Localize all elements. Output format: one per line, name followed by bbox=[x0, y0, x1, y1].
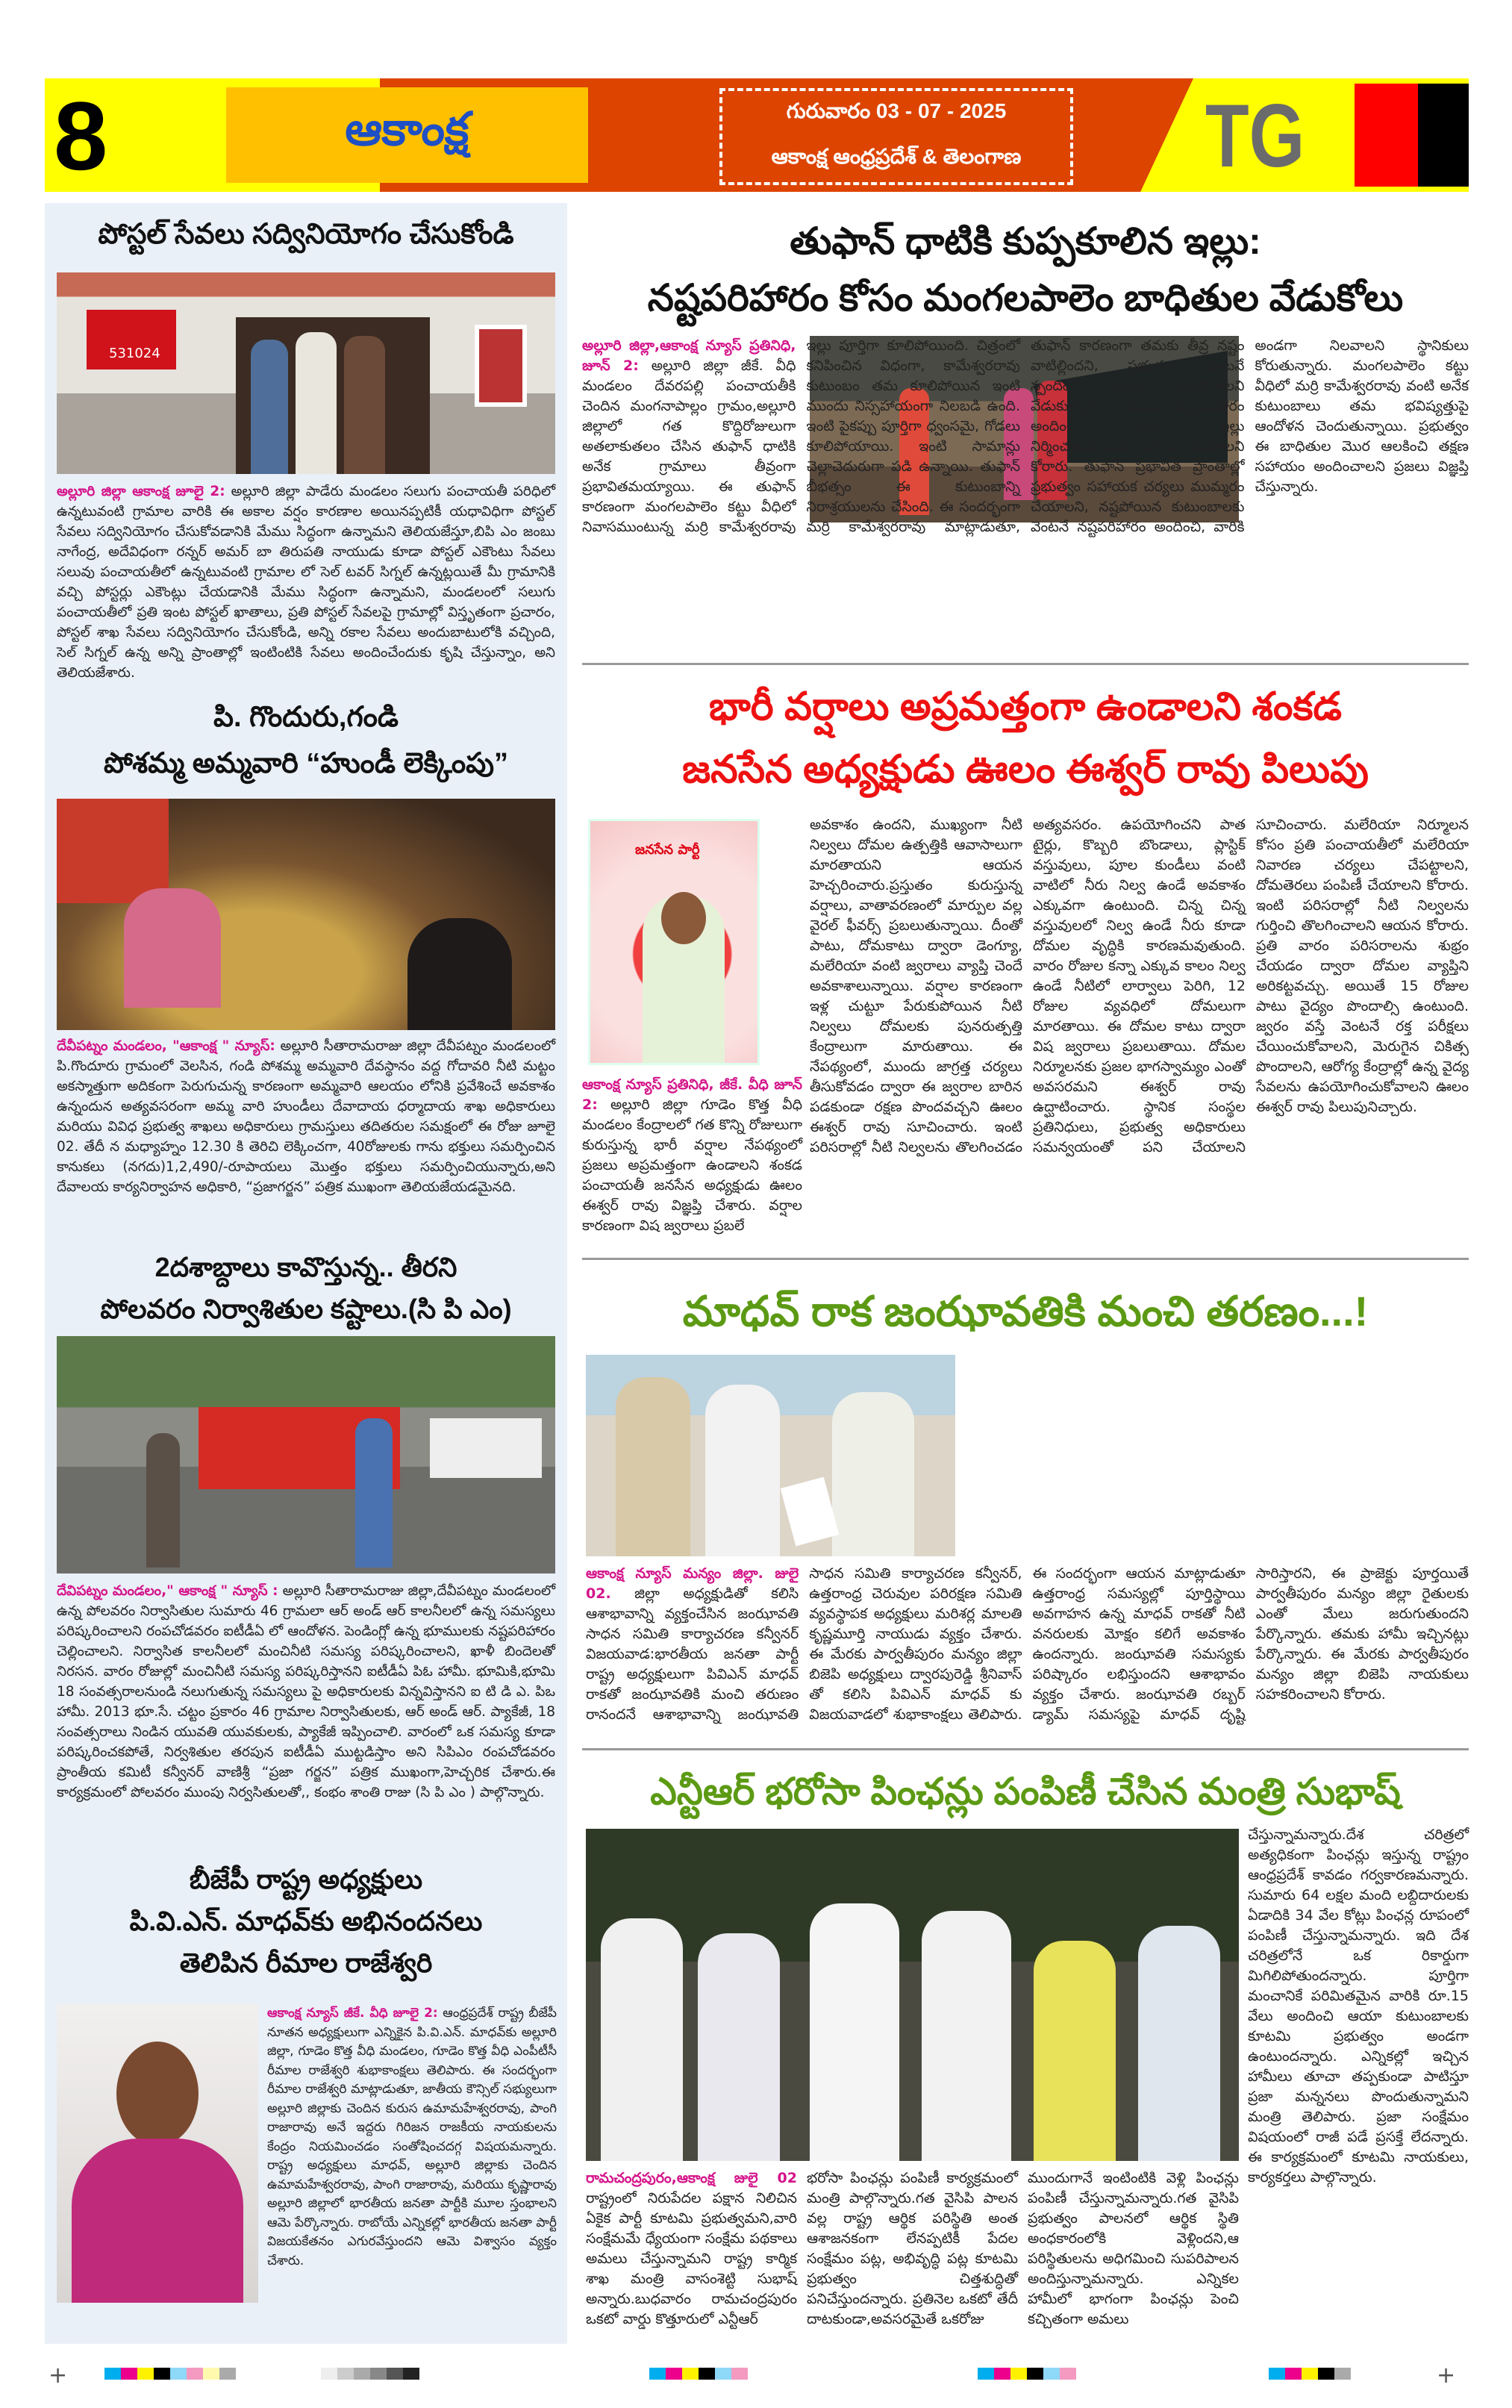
person bbox=[407, 918, 512, 1030]
ntr-body-column bbox=[1248, 1825, 1469, 2348]
post-office-sign: 531024 bbox=[87, 310, 176, 369]
color-block bbox=[1355, 84, 1469, 187]
bjp-headline bbox=[45, 1859, 567, 1984]
headline-line: పోశమ్మ అమ్మవారి “హుండీ లెక్కింపు” bbox=[103, 748, 509, 779]
window bbox=[475, 325, 527, 407]
dateline: ఆకాంక్ష న్యూస్ మన్యం జిల్లా. జులై 02. bbox=[586, 1565, 799, 1602]
person bbox=[832, 1392, 914, 1556]
madhav-meeting-photo bbox=[586, 1355, 955, 1556]
person bbox=[616, 1377, 690, 1556]
janasena-headline bbox=[582, 676, 1469, 801]
memorandum-paper bbox=[781, 1477, 840, 1547]
person bbox=[146, 1433, 180, 1568]
poster-title: జనసేన పార్టీ bbox=[635, 842, 700, 858]
ntr-body-column bbox=[586, 2168, 797, 2344]
divider bbox=[582, 663, 1469, 665]
body-text: అల్లూరి జిల్లా గూడెం కొత్త వీధి మండలం కేంద్రాలలో గత కొన్ని రోజులుగా కురుస్తున్న భారీ వర్షాల నేపథ్యంలో ప్రజలు అప్రమత్తంగా ఉండాలని శంకడ పంచాయతీ జనసేన అధ్యక్షుడు ఊలం ఈశ్వర్ రావు విజ్ఞప్తి చేశారు. వర్షాల కారణంగా విష జ్వరాలు ప్రబలే bbox=[582, 1097, 802, 1234]
region-code: TG bbox=[1205, 86, 1305, 186]
color-bar bbox=[649, 2368, 748, 2380]
headline-line: బీజేపీ రాష్ట్ర అధ్యక్షులు bbox=[189, 1864, 423, 1894]
divider bbox=[582, 1748, 1469, 1750]
person bbox=[601, 1918, 683, 2161]
body-text-continued: భరోసా పింఛన్లు పంపిణీ కార్యక్రమంలో మంత్రి పాల్గొన్నారు.గత వైసిపి పాలన వల్ల రాష్ట్ర ఆర్థిక పరిస్థితి అంత ఆశాజనకంగా లేనప్పటికీ పేదల సంక్షేమం పట్ల, అభివృద్ధి పట్ల కూటమి ప్రభుత్వం చిత్తశుద్ధితో పనిచేస్తుందన్నారు. ప్రతినెల ఒకటో తేదీ దాటకుండా,అవసరమైతే ఒకరోజు bbox=[807, 2170, 1018, 2327]
headline-line: పోలవరం నిర్వాశితుల కష్టాలు.(సి పి ఎం) bbox=[100, 1294, 512, 1324]
body-text-continued: చేస్తున్నామన్నారు.దేశ చరిత్రలో అత్యధికంగా పింఛన్లు ఇస్తున్న రాష్ట్రం ఆంధ్రప్రదేశ్ కావడం గర్వకారణమన్నారు. సుమారు 64 లక్షల మంది లబ్దిదారులకు ఏడాదికి 34 వేల కోట్లు పింఛన్ల రూపంలో పంపిణీ చేస్తున్నామన్నారు. ఇది దేశ చరిత్రలోనే ఒక రికార్డుగా మిగిలిపోతుందన్నారు. పూర్తిగా మంచానికే పరిమితమైన వారికి రూ.15 వేలు అందించి ఆయా కుటుంబాలకు కూటమి ప్రభుత్వం అండగా ఉంటుందన్నారు. ఎన్నికల్లో ఇచ్చిన హామీలు తూచా తప్పకుండా పాటిస్తూ ప్రజా మన్ననలు పొందుతున్నామని మంత్రి తెలిపారు. ప్రజా సంక్షేమం విషయంలో రాజీ పడే ప్రసక్తే లేదన్నారు. ఈ కార్యక్రమంలో కూటమి నాయకులు, కార్యకర్తలు పాల్గొన్నారు. bbox=[1248, 1827, 1469, 2186]
body-text: అల్లూరి జిల్లా జీకే. వీధి మండలం దేవరపల్లి పంచాయతీకి చెందిన మంగనాపాల్లం గ్రామం,అల్లూరి జిల్లాలో గత కొద్దిరోజులుగా అతలాకుతలం చేసిన తుఫాన్ ధాటికి అనేక గ్రామాలు తీవ్రంగా ప్రభావితమయ్యాయి. ఈ తుఫాన్ కారణంగా మంగలపాలెం కట్టు వీధిలో నివాసముంటున్న మర్రి కామేశ్వరరావు ఇల్లు పూర్తిగా కూలిపోయింది. చిత్రంలో కనిపించిన విధంగా, కామేశ్వరరావు కుటుంబం తమ కూలిపోయిన ఇంటి ముందు నిస్సహాయంగా నిలబడి ఉంది. ఇంటి పైకప్పు పూర్తిగా ధ్వంసమై, గోడలు కూలిపోయాయి. ఇంటి సామాన్లు చెల్లాచెదురుగా పడి ఉన్నాయి. తుఫాన్ బీభత్సం ఈ కుటుంబాన్ని నిరాశ్రయులను చేసింది. ఈ సందర్భంగా మర్రి కామేశ్వరరావు మాట్లాడుతూ, తుఫాన్ కారణంగా తమకు తీవ్ర నష్టం వాటిల్లిందని, ప్రభుత్వం వెంటనే స్పందించి తమను ఆదుకోవాలని వేడుకున్నారు. తమకు నష్టపరిహారం అందించి, తిరిగి ఇల్లు నిర్మించుకునేందుకు సహాయం చేయాలని కోరారు. తుఫాన్ ప్రభావిత ప్రాంతాల్లో ప్రభుత్వం సహాయక చర్యలు ముమ్మరం చేయాలని, నష్టపోయిన కుటుంబాలకు వెంటనే నష్టపరిహారం అందించి, వారికి అండగా నిలవాలని స్థానికులు కోరుతున్నారు. మంగలపాలెం కట్టు వీధిలో మర్రి కామేశ్వరరావు వంటి అనేక కుటుంబాలు తమ భవిష్యత్తుపై ఆందోళన చెందుతున్నాయి. ప్రభుత్వం ఈ బాధితుల మొర ఆలకించి తక్షణ సహాయం అందించాలని ప్రజలు విజ్ఞప్తి చేస్తున్నారు. bbox=[582, 337, 1469, 535]
body-text: అల్లూరి జిల్లా పాడేరు మండలం సలుగు పంచాయతీ పరిధిలో ఉన్నటువంటి గ్రామాల వారికి ఈ అకాల వర్షం కారణాల అయినప్పటికీ యధావిధిగా పోస్టల్ సేవలు సద్వినియోగం చేసుకోవడానికి మేము సిద్ధంగా ఉన్నామని తెలియజేస్తూ,బిపి ఎం జంబు నాగేంద్ర, అదేవిధంగా రన్నర్ అమర్ బా తిరుపతి నాయుడు కూడా పోస్టల్ ఎకౌంటు సేవలు సలువు పంచాయతీలో ఉన్నటువంటి గ్రామాల లో సెల్ టవర్ సిగ్నల్ ఉన్నట్లయితే మీ గ్రామానికి వచ్చి పోస్టర్లు ఎకౌంట్లు చేయడానికి మేము సిద్ధంగా ఉన్నామని, మండలంలో సలుగు పంచాయతీలో ప్రతి ఇంట పోస్టల్ ఖాతాలు, ప్రతి పోస్టల్ సేవలపై గ్రామాల్లో విస్తృతంగా ప్రచారం, పోస్టల్ శాఖ సేవలు సద్వినియోగం చేసుకోండి, అన్ని రకాల సేవలు అందుబాటులోకి వచ్చింది, సెల్ సిగ్నల్ ఉన్న అన్ని ప్రాంతాల్లో ఇంటింటికి సేవలు అందించేందుకు కృషి చేస్తున్నాం, అని తెలియజేశారు. bbox=[57, 484, 555, 681]
dateline: అల్లూరి జిల్లా,ఆకాంక్ష న్యూస్ ప్రతినిధి, జూన్ 2: bbox=[582, 337, 796, 374]
person bbox=[344, 336, 385, 474]
headline-line: పి. గొందురు,గండి bbox=[213, 702, 399, 733]
dateline: ఆకాంక్ష న్యూస్ జీకే. వీధి జూలై 2: bbox=[267, 2006, 438, 2021]
person bbox=[810, 1903, 899, 2161]
pension-distribution-photo bbox=[586, 1829, 1239, 2161]
color-bar bbox=[104, 2368, 236, 2380]
dateline: ఆకాంక్ష న్యూస్ ప్రతినిధి, జీకే. వీధి జూన్ 2: bbox=[582, 1076, 802, 1113]
person bbox=[251, 340, 288, 474]
person bbox=[1034, 1941, 1116, 2161]
hundi-headline bbox=[45, 694, 567, 787]
postal-headline: పోస్టల్ సేవలు సద్వినియోగం చేసుకోండి bbox=[98, 219, 514, 250]
color-bar bbox=[978, 2368, 1076, 2380]
headline-line: భారీ వర్షాలు అప్రమత్తంగా ఉండాలని శంకడ bbox=[708, 685, 1343, 729]
headline-line: తెలిపిన రీమాల రాజేశ్వరి bbox=[179, 1947, 433, 1978]
janasena-article-body bbox=[810, 815, 1469, 1241]
body-text: రాష్ట్రంలో నిరుపేదల పక్షాన నిలిచిన ఏకైక పార్టీ కూటమి ప్రభుత్వమని,వారి సంక్షేమమే ధ్యేయంగా సంక్షేమ పథకాలు అమలు చేస్తున్నామని రాష్ట్ర కార్మిక శాఖ మంత్రి వాసంశెట్టి సుభాష్ అన్నారు.బుధవారం రామచంద్రపురం ఒకటో వార్డు కొత్తూరులో ఎన్టీఆర్ bbox=[586, 2190, 797, 2327]
saree bbox=[72, 2139, 243, 2303]
face bbox=[661, 892, 706, 944]
logo-text: ఆకాంక్ష bbox=[343, 104, 472, 155]
postal-office-photo bbox=[57, 272, 555, 474]
date-box bbox=[719, 88, 1073, 185]
vehicle bbox=[430, 1418, 542, 1478]
person bbox=[124, 888, 221, 1008]
body-text-continued: ముందుగానే ఇంటింటికి వెళ్లి పింఛన్లు పంపిణీ చేస్తున్నామన్నారు.గత వైసిపి ప్రభుత్వం పాలనలో ఆర్థిక స్థితి అంధకారంలోకి వెళ్లిందని,ఆ పరిస్థితులను అధిగమించి సుపరిపాలన అందిస్తున్నామన్నారు. ఎన్నికల హామీలో భాగంగా పింఛన్లు పెంచి కచ్చితంగా అమలు bbox=[1028, 2170, 1239, 2327]
polavaram-article-body bbox=[57, 1581, 555, 1803]
typhoon-article-body bbox=[582, 336, 1469, 657]
dateline: అల్లూరి జిల్లా ఆకాంక్ష జూలై 2: bbox=[57, 484, 225, 499]
headline-line: తుఫాన్ ధాటికి కుప్పకూలిన ఇల్లు: bbox=[790, 220, 1261, 262]
postal-article-body bbox=[57, 481, 555, 683]
person bbox=[705, 1385, 780, 1556]
dateline: దేవిపట్నం మండలం," ఆకాంక్ష " న్యూస్ : bbox=[57, 1583, 278, 1599]
madhav-headline: మాధవ్ రాక జంఝావతికి మంచి తరణం...! bbox=[682, 1288, 1369, 1335]
headline-line: నష్టపరిహారం కోసం మంగలపాలెం బాధితుల వేడుకోలు bbox=[647, 277, 1404, 319]
date-line: గురువారం 03 - 07 - 2025 bbox=[786, 99, 1007, 122]
person bbox=[1138, 1926, 1220, 2161]
registration-cross-icon: + bbox=[49, 2362, 68, 2389]
person bbox=[296, 332, 337, 474]
headline-line: జనసేన అధ్యక్షుడు ఊలం ఈశ్వర్ రావు పిలుపు bbox=[682, 748, 1369, 791]
edition-line: ఆకాంక్ష ఆంధ్రప్రదేశ్ & తెలంగాణ bbox=[771, 145, 1022, 168]
body-text: అల్లూరి సీతారామరాజు జిల్లా దేవీపట్నం మండలంలో పి.గొందూరు గ్రామంలో వెలసిన, గండి పోశమ్మ అమ్మవారి దేవస్థానం వద్ద గోదావరి నీటి మట్టం అకస్మాత్తుగా అదికంగా పెరుగుచున్న కారణంగా అమ్మవారి ఆలయం లోనికి ప్రవేశించే అవకాశం ఉన్నందున అత్యవసరంగా అమ్మ వారి హుండీలు దేవాదాయ ధర్మాదాయ శాఖ అధికారులు మరియు వివిధ ప్రభుత్వ శాఖలు అధికారులు గ్రామస్తులు తదితరుల సమక్షంలో ఈ రోజు జూలై 02. తేదీ న మధ్యాహ్నం 12.30 కి తెరిచి లెక్కించగా, 40రోజులకు గాను భక్తులు సమర్పించిన కానుకలు (నగదు)1,2,490/-రూపాయలు మొత్తం భక్తులు సమర్పించియున్నారు,అని దేవాలయ కార్యనిర్వాహన అధికారి, “ప్రజాగర్జన” పత్రిక ముఖంగా తెలియజేయడమైనది. bbox=[57, 1038, 555, 1195]
janasena-article-lead bbox=[582, 1075, 802, 1236]
person bbox=[355, 1418, 393, 1568]
polavaram-headline bbox=[45, 1247, 567, 1330]
headline-line: 2దశాబ్దాలు కావొస్తున్న.. తీరని bbox=[154, 1252, 457, 1282]
gray-bar bbox=[321, 2368, 419, 2380]
typhoon-headline bbox=[582, 213, 1469, 326]
protest-photo bbox=[57, 1336, 555, 1573]
ntr-body-column bbox=[807, 2168, 1018, 2344]
divider bbox=[582, 1258, 1469, 1260]
headline-line: పి.వి.ఎన్. మాధవ్‌కు అభినందనలు bbox=[129, 1906, 483, 1936]
body-text: ఆంధ్రప్రదేశ్ రాష్ట్ర బీజేపీ నూతన అధ్యక్షులుగా ఎన్నికైన పి.వి.ఎన్. మాధవ్‌కు అల్లూరి జిల్లా, గూడెం కొత్త వీధి మండలం, గూడెం కొత్త వీధి ఎంపీటీసీ రీమాల రాజేశ్వరి శుభాకాంక్షలు తెలిపారు. ఈ సందర్భంగా రీమాల రాజేశ్వరి మాట్లాడుతూ, జాతీయ కౌన్సిల్ సభ్యులుగా అల్లూరి జిల్లాకు చెందిన కురుస ఉమామహేశ్వరరావు, పాంగి రాజారావు అనే ఇద్దరు గిరిజన రాజకీయ నాయకులను కేంద్రం నియమించడం సంతోషించదగ్గ విషయమన్నారు. రాష్ట్ర అధ్యక్షులు మాధవ్, అల్లూరి జిల్లాకు చెందిన ఉమామహేశ్వరరావు, పాంగి రాజారావు, మరియు కృష్ణారావు అల్లూరి జిల్లాలో భారతీయ జనతా పార్టీకి మూల స్తంభాలని ఆమె పేర్కొన్నారు. రాబోయే ఎన్నికల్లో భారతీయ జనతా పార్టీ విజయకేతనం ఎగురవేస్తుందని ఆమె విశ్వాసం వ్యక్తం చేశారు. bbox=[267, 2006, 557, 2268]
madhav-article-body bbox=[586, 1564, 1469, 1743]
hundi-counting-photo bbox=[57, 799, 555, 1030]
dateline: రామచంద్రపురం,ఆకాంక్ష జులై 02 bbox=[586, 2170, 797, 2186]
body-text: అల్లూరి సీతారామరాజు జిల్లా,దేవీపట్నం మండలంలో ఉన్న పోలవరం నిర్వాసితుల సుమారు 46 గ్రామలా ఆర్ అండ్ ఆర్ కాలనీలలో ఉన్న సమస్యలు పరిష్కరించాలని రంపచోడవరం ఐటీడీఏ లో ఆందోళన. పెండింగ్లో ఉన్న భూములకు నష్టపరిహారం చెల్లించాలని. నిర్వాసిత కాలనీలలో మంచినీటి సమస్య పరిష్కరించాలని, ఖాళీ బిందెలతో నిరసన. వారం రోజుల్లో మంచినీటి సమస్య పరిష్కరిస్తానని ఐటీడీఏ పిఓ హామీ. భూమికి,భూమి 18 సంవత్సరాలనుండి నలుగుతున్న సమస్యలు పై అధికారులకు విన్నవిస్తానని ఐ టి డి ఎ. పిఒ హామీ. 2013 భూ.సే. చట్టం ప్రకారం 46 గ్రామాల నిర్వాసితులకు, ఆర్ అండ్ ఆర్. ప్యాకేజీ, 18 సంవత్సరాలు నిండిన యువతి యువకులకు, ప్యాకేజీ ఇప్పించాలి. వారంలో ఒక సమస్య కూడా పరిష్కరించకపోతే, నిర్వశితుల తరపున ఐటీడీఏ ముట్టడిస్తాం అని సిపిఎం రంపచోడవరం ప్రాంతీయ కమిటీ కన్వీనర్ వాణిశ్రీ “ప్రజా గర్జన” పత్రిక ముఖంగా,హెచ్చరిక చేశారు.ఈ కార్యక్రమంలో పోలవరం ముంపు నిర్వసితులతో,, కంభం శాంతి రాజు (సి పి ఎం ) పాల్గొన్నారు. bbox=[57, 1583, 555, 1800]
newspaper-logo bbox=[226, 87, 588, 183]
page-number: 8 bbox=[54, 81, 108, 190]
temple-decor bbox=[57, 799, 169, 903]
person bbox=[922, 1911, 1011, 2161]
dateline: దేవీపట్నం మండలం, "ఆకాంక్ష " న్యూస్: bbox=[57, 1038, 275, 1054]
color-bar bbox=[1269, 2368, 1351, 2380]
ntr-body-column bbox=[1028, 2168, 1239, 2344]
person bbox=[698, 1933, 780, 2161]
registration-cross-icon: + bbox=[1437, 2362, 1456, 2389]
face bbox=[116, 2042, 199, 2146]
body-text: జిల్లా అధ్యక్షుడితో కలిసి ఆశాభావాన్ని వ్యక్తంచేసిన జంఝావతి సాధన సమితి కార్యాచరణ కన్వీనర్ విజయవాడ:భారతీయ జనతా పార్టీ రాష్ట్ర అధ్యక్షులుగా పివిఎన్ మాధవ్ రాకతో జంఝావతికి మంచి తరుణం రానందనే ఆశాభావాన్ని జంఝావతి సాధన సమితి కార్యాచరణ కన్వీనర్, ఉత్తరాంధ్ర చెరువుల పరిరక్షణ సమితి వ్యవస్థాపక అధ్యక్షులు మరిశర్ల మాలతి కృష్ణమూర్తి నాయుడు వ్యక్తం చేశారు. ఈ మేరకు పార్వతీపురం మన్యం జిల్లా బిజెపి అధ్యక్షులు ద్వారపురెడ్డి శ్రీనివాస్ తో కలిసి పివిఎన్ మాధవ్ కు విజయవాడలో శుభాకాంక్షలు తెలిపారు. ఈ సందర్భంగా ఆయన మాట్లాడుతూ ఉత్తరాంధ్ర సమస్యల్లో పూర్తిస్థాయి అవగాహన ఉన్న మాధవ్ రాకతో నీటి వనరులకు మోక్షం కలిగే అవకాశం ఉందన్నారు. జంఝావతి సమస్యకు పరిష్కారం లభిస్తుందని ఆశాభావం వ్యక్తం చేశారు. జంఝావతి రబ్బర్ డ్యామ్ సమస్యపై మాధవ్ దృష్టి సారిస్తారని, ఈ ప్రాజెక్టు పూర్తయితే పార్వతీపురం మన్యం జిల్లా రైతులకు ఎంతో మేలు జరుగుతుందని పేర్కొన్నారు. తమకు హామీ ఇచ్చినట్లు పేర్కొన్నారు. ఈ మేరకు పార్వతీపురం మన్యం జిల్లా బిజెపి నాయకులు సహకరించాలని కోరారు. bbox=[586, 1565, 1469, 1723]
rajeswari-portrait bbox=[57, 2004, 258, 2303]
ntr-headline: ఎన్టీఆర్ భరోసా పింఛన్లు పంపిణీ చేసిన మంత్రి సుభాష్ bbox=[650, 1771, 1401, 1812]
hundi-article-body bbox=[57, 1036, 555, 1197]
bjp-article-body bbox=[267, 2004, 557, 2271]
body-text: అవకాశం ఉందని, ముఖ్యంగా నీటి నిల్వలు దోమల ఉత్పత్తికి ఆవాసాలుగా మారతాయని ఆయన హెచ్చరించారు.ప్రస్తుతం కురుస్తున్న వర్షాలు, వాతావరణంలో మార్పుల వల్ల వైరల్ ఫీవర్స్ ప్రబలుతున్నాయి. దీంతో పాటు, దోమకాటు ద్వారా డెంగ్యూ, మలేరియా వంటి జ్వరాలు వ్యాప్తి చెందే అవకాశాలున్నాయి. వర్షాల కారణంగా ఇళ్ల చుట్టూ పేరుకుపోయిన నీటి నిల్వలు దోమలకు పునరుత్పత్తి కేంద్రాలుగా మారుతాయి. ఈ నేపథ్యంలో, ముందు జాగ్రత్త చర్యలు తీసుకోవడం ద్వారా ఈ జ్వరాల బారిన పడకుండా రక్షణ పొందవచ్చని ఊలం ఈశ్వర్ రావు సూచించారు. ఇంటి పరిసరాల్లో నీటి నిల్వలను తొలగించడం అత్యవసరం. ఉపయోగించని పాత టైర్లు, కొబ్బరి బొండాలు, ప్లాస్టిక్ వస్తువులు, పూల కుండీలు వంటి వాటిలో నీరు నిల్వ ఉండే అవకాశం ఎక్కువగా ఉంటుంది. చిన్న చిన్న వస్తువులలో నిల్వ ఉండే నీరు కూడా దోమల వృద్ధికి కారణమవుతుంది. వారం రోజుల కన్నా ఎక్కువ కాలం నిల్వ ఉండే నీటిలో లార్వాలు పెరిగి, 12 రోజుల వ్యవధిలో దోమలుగా మారతాయి. ఈ దోమల కాటు ద్వారా విష జ్వరాలు ప్రబలుతాయి. దోమల నిర్మూలనకు ప్రజల భాగస్వామ్యం ఎంతో అవసరమని ఈశ్వర్ రావు ఉద్ఘాటించారు. స్థానిక సంస్థల ప్రతినిధులు, ప్రభుత్వ అధికారులు సమన్వయంతో పని చేయాలని సూచించారు. మలేరియా నిర్మూలన కోసం ప్రతి పంచాయతీలో మలేరియా నివారణ చర్యలు చేపట్టాలని, దోమతెరలు పంపిణీ చేయాలని కోరారు. ఇంటి పరిసరాల్లో నీటి నిల్వలను గుర్తించి తొలగించాలని ఆయన కోరారు. ప్రతి వారం పరిసరాలను శుభ్రం చేయడం ద్వారా దోమల వ్యాప్తిని అరికట్టవచ్చు. అయితే 15 రోజుల పాటు వైద్యం పొందాల్సి ఉంటుంది. జ్వరం వస్తే వెంటనే రక్త పరీక్షలు చేయించుకోవాలని, మెరుగైన చికిత్స పొందాలని, ఆరోగ్య కేంద్రాల్లో ఉన్న వైద్య సేవలను ఉపయోగించుకోవాలని ఊలం ఈశ్వర్ రావు పిలుపునిచ్చారు. bbox=[810, 817, 1469, 1155]
janasena-poster bbox=[588, 819, 760, 1065]
